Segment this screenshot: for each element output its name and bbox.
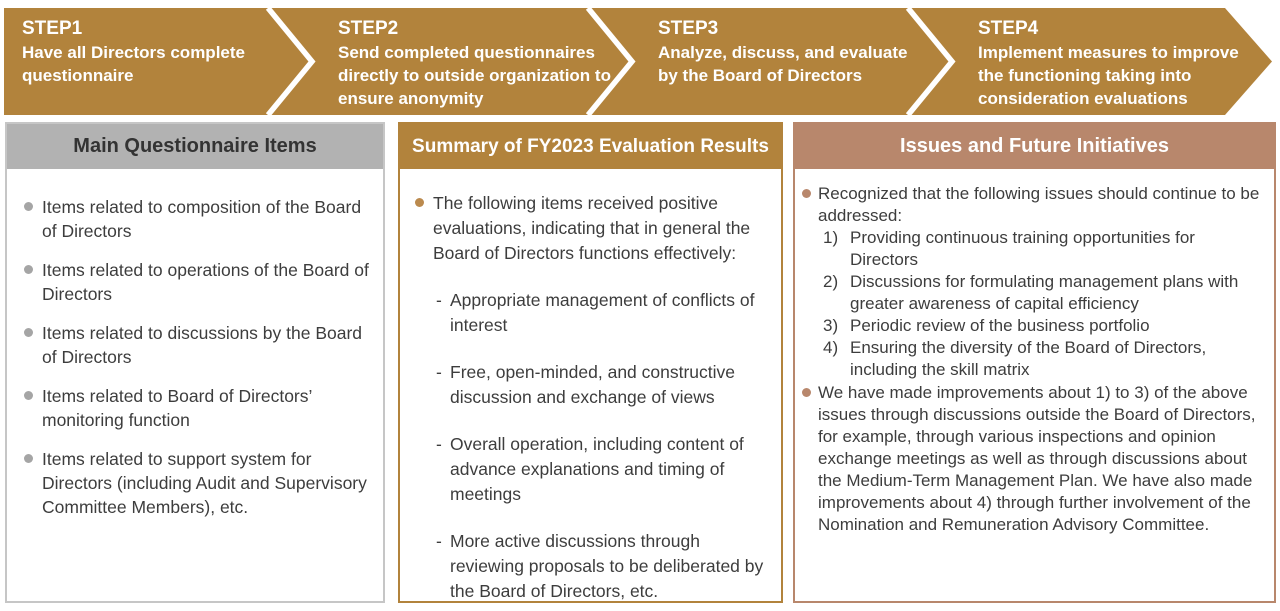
dash-marker: - [436, 531, 442, 551]
numbered-item [823, 227, 1262, 271]
item-number: 3) [823, 316, 839, 335]
bullet-icon [802, 189, 811, 198]
dash-marker: - [436, 362, 442, 382]
panel-title: Summary of FY2023 Evaluation Results [400, 124, 781, 169]
sub-item [436, 360, 771, 410]
lead-text: The following items received positive evaluations, indicating that in general the Board of Directors functions effectively: [433, 193, 751, 263]
bullet-icon [24, 328, 33, 337]
numbered-item [823, 337, 1262, 381]
step-1-text: Have all Directors complete questionnaire [22, 43, 245, 85]
list-item [24, 384, 369, 432]
panel-body [795, 169, 1274, 536]
step-4-text: Implement measures to improve the functioning taking into consideration evaluations [978, 43, 1239, 108]
panel-title: Issues and Future Initiatives [795, 124, 1274, 169]
second-item [802, 382, 1262, 536]
second-item-text: We have made improvements about 1) to 3) of the above issues through discussions outside the Board of Directors, for example, through various inspections and opinion exchange meetings as well as through discussions about the Medium-Term Management Plan. We have also made improvements about 4) through further involvement of the Nomination and Remuneration Advisory Committee. [818, 383, 1256, 534]
numbered-item-text: Providing continuous training opportunities for Directors [850, 228, 1195, 269]
numbered-item [823, 271, 1262, 315]
panel-body [7, 169, 383, 519]
step-3-label: STEP3 [658, 18, 719, 39]
step-1-label: STEP1 [22, 18, 83, 39]
item-number: 1) [823, 228, 839, 247]
item-number: 4) [823, 338, 839, 357]
lead-item [415, 191, 771, 266]
numbered-item-text: Discussions for formulating management plans with greater awareness of capital efficiency [850, 272, 1239, 313]
sub-item [436, 432, 771, 507]
bullet-icon [415, 198, 424, 207]
list-item-text: Items related to discussions by the Board of Directors [42, 323, 363, 367]
list-item-text: Items related to composition of the Board of Directors [42, 197, 362, 241]
sub-item-text: Free, open-minded, and constructive discussion and exchange of views [450, 362, 736, 407]
list-item-text: Items related to Board of Directors’ monitoring function [42, 386, 312, 430]
panel-fy2023-evaluation-summary [398, 122, 783, 603]
panel-main-questionnaire-items [5, 122, 385, 603]
step-2-text: Send completed questionnaires directly to outside organization to ensure anonymity [338, 43, 611, 108]
sub-item [436, 288, 771, 338]
numbered-item-text: Ensuring the diversity of the Board of Directors, including the skill matrix [850, 338, 1207, 379]
bullet-icon [24, 202, 33, 211]
sub-item-text: More active discussions through reviewing proposals to be deliberated by the Board of Directors, etc. [450, 531, 764, 601]
bullet-icon [802, 388, 811, 397]
list-item [24, 447, 369, 519]
list-item [24, 258, 369, 306]
lead-text: Recognized that the following issues should continue to be addressed: [818, 184, 1260, 225]
step-4-label: STEP4 [978, 18, 1039, 39]
dash-marker: - [436, 290, 442, 310]
numbered-item [823, 315, 1262, 337]
step-3 [658, 16, 920, 87]
list-item [24, 321, 369, 369]
bullet-icon [24, 454, 33, 463]
lead-item [802, 183, 1262, 227]
sub-item-text: Appropriate management of conflicts of interest [450, 290, 755, 335]
dash-marker: - [436, 434, 442, 454]
numbered-item-text: Periodic review of the business portfolio [850, 316, 1150, 335]
item-number: 2) [823, 272, 839, 291]
panel-title: Main Questionnaire Items [7, 124, 383, 169]
step-2-label: STEP2 [338, 18, 399, 39]
bullet-icon [24, 391, 33, 400]
panel-body [400, 169, 781, 604]
sub-item-text: Overall operation, including content of advance explanations and timing of meetings [450, 434, 744, 504]
bullet-icon [24, 265, 33, 274]
list-item-text: Items related to support system for Directors (including Audit and Supervisory Committee Members), etc. [42, 449, 367, 517]
step-arrow-band [4, 8, 1272, 115]
step-2 [338, 16, 612, 110]
sub-item [436, 529, 771, 604]
step-3-text: Analyze, discuss, and evaluate by the Board of Directors [658, 43, 908, 85]
panel-issues-future-initiatives [793, 122, 1276, 603]
step-1 [22, 16, 257, 87]
step-4 [978, 16, 1242, 110]
list-item-text: Items related to operations of the Board of Directors [42, 260, 369, 304]
list-item [24, 195, 369, 243]
